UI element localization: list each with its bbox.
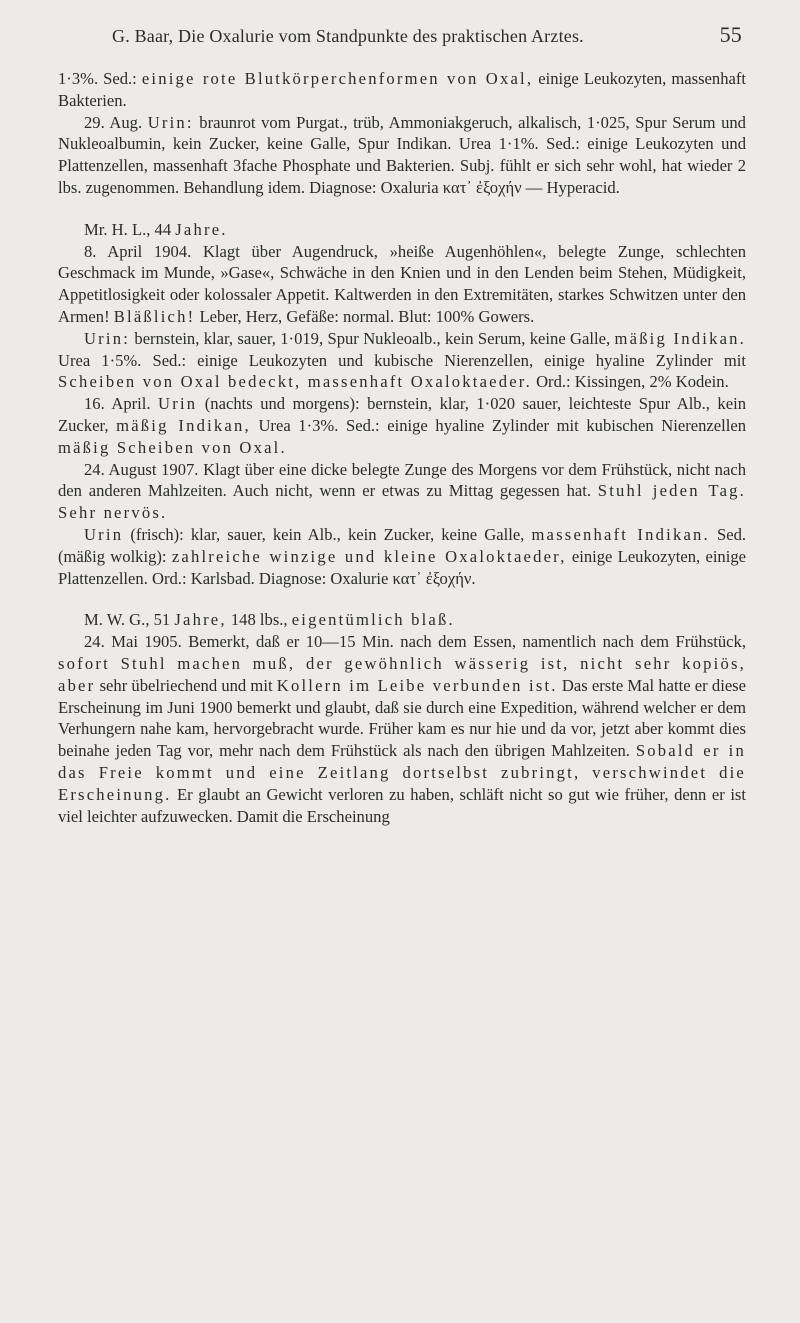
running-head bbox=[112, 22, 742, 48]
text-run: 29. Aug. bbox=[84, 112, 148, 132]
text-run: 16. April. bbox=[84, 394, 159, 414]
emphasis-run: einige rote Blutkörperchenformen von Oxal, bbox=[141, 69, 534, 88]
page-number: 55 bbox=[719, 22, 742, 47]
paragraph bbox=[58, 524, 746, 589]
emphasis-run: zahlreiche winzige und kleine Oxaloktaeder, bbox=[171, 546, 567, 566]
text-run: bernstein, klar, sauer, 1·019, Spur Nukleoalb., kein Serum, keine Galle, bbox=[130, 328, 615, 348]
text-run: 24. August 1907. Klagt über eine dicke belegte Zunge des Morgens vor dem Frühstück, nicht nach den anderen Mahlzeiten. Auch nicht, wenn er etwas zu Mittag gegessen hat. bbox=[58, 459, 746, 501]
text-run: sehr übelriechend und mit bbox=[95, 675, 277, 695]
text-run: Mr. H. L., 44 bbox=[84, 219, 176, 239]
text-run: Urea 1·5%. Sed.: einige Leukozyten und kubische Nierenzellen, einige hyaline Zylinder mit bbox=[58, 350, 746, 370]
text-run: Leber, Herz, Gefäße: normal. Blut: 100% Gowers. bbox=[195, 306, 535, 326]
emphasis-run: Scheiben von Oxal bedeckt, massenhaft Oxaloktaeder. bbox=[58, 372, 532, 392]
emphasis-run: mäßig Indikan, bbox=[116, 415, 251, 435]
paragraph bbox=[58, 631, 746, 827]
text-run: 148 lbs., bbox=[226, 610, 292, 630]
case-heading bbox=[58, 219, 746, 241]
text-run: braunrot vom Purgat., trüb, Ammoniakgeruch, alkalisch, 1·025, Spur Serum und Nukleoalbumin, kein Zucker, keine Galle, Spur Indikan. Urea 1·1%. Sed.: einige Leukozyten und Plattenzellen, massenhaft 3fache Phosphate und Bakterien. Subj. fühlt er sich sehr wohl, hat wieder 2 lbs. zugenommen. Behandlung idem. Diagnose: Oxaluria κατ᾽ ἐξοχήν — Hyperacid. bbox=[58, 112, 746, 197]
text-run: (nachts und morgens): bernstein, klar, 1·020 sauer, leichteste Spur Alb., kein Zucker, bbox=[58, 394, 746, 435]
paragraph bbox=[58, 68, 746, 112]
running-title: G. Baar, Die Oxalurie vom Standpunkte des praktischen Arztes. bbox=[112, 26, 584, 46]
emphasis-run: Kollern im Leibe verbunden ist. bbox=[276, 675, 558, 695]
text-run: einige Leukozyten, einige Plattenzellen. Ord.: Karlsbad. Diagnose: Oxalurie κατ᾽ ἐξοχήν. bbox=[58, 546, 746, 588]
text-run: einige Leukozyten, massenhaft Bakterien. bbox=[58, 69, 747, 110]
paragraph bbox=[58, 393, 746, 458]
text-run: M. W. G., 51 bbox=[84, 610, 175, 630]
emphasis-run: Jahre. bbox=[175, 219, 228, 239]
text-run: Ord.: Kissingen, 2% Kodein. bbox=[531, 372, 729, 392]
paragraph bbox=[58, 241, 746, 328]
emphasis-run: Urin: bbox=[84, 328, 131, 348]
emphasis-run: Jahre, bbox=[174, 610, 227, 630]
text-run: 24. Mai 1905. Bemerkt, daß er 10—15 Min. nach dem Essen, namentlich nach dem Frühstück, bbox=[84, 632, 746, 652]
text-run: Sed. (mäßig wolkig): bbox=[58, 524, 747, 566]
paragraph bbox=[58, 328, 746, 393]
emphasis-run: mäßig Indikan. bbox=[614, 328, 746, 348]
emphasis-run: sofort Stuhl machen muß, der gewöhnlich wässerig ist, nicht sehr kopiös, aber bbox=[58, 653, 746, 695]
emphasis-run: Bläßlich! bbox=[113, 306, 196, 326]
emphasis-run: Sobald er in das Freie kommt und eine Zeitlang dortselbst zubringt, verschwindet die Erscheinung. bbox=[58, 741, 746, 804]
emphasis-run: Stuhl jeden Tag. Sehr nervös. bbox=[58, 481, 746, 523]
text-run: Urea 1·3%. Sed.: einige hyaline Zylinder mit kubischen Nierenzellen bbox=[250, 415, 747, 435]
text-run: Er glaubt an Gewicht verloren zu haben, schläft nicht so gut wie früher, denn er ist viel leichter aufzuwecken. Damit die Erscheinung bbox=[58, 784, 746, 826]
paragraph bbox=[58, 112, 746, 199]
case-heading bbox=[58, 609, 746, 631]
emphasis-run: Urin bbox=[84, 524, 124, 544]
emphasis-run: Urin: bbox=[147, 112, 194, 132]
text-run: Das erste Mal hatte er diese Erscheinung im Juni 1900 bemerkt und glaubt, daß sie durch eine Expedition, während welcher er dem Verhungern nahe kam, hervorgebracht wurde. Früher kam es nur hie und da vor, jetzt aber kommt dies beinahe jeden Tag vor, mehr nach dem Frühstück als nach den übrigen Mahlzeiten. bbox=[58, 675, 747, 761]
emphasis-run: Urin bbox=[158, 394, 198, 414]
text-run: 8. April 1904. Klagt über Augendruck, »heiße Augenhöhlen«, belegte Zunge, schlechten Geschmack im Munde, »Gase«, Schwäche in den Knien und in den Lenden beim Stehen, Müdigkeit, Appetitlosigkeit oder kolossaler Appetit. Kaltwerden in den Extremitäten, starkes Schwitzen unter den Armen! bbox=[58, 241, 746, 326]
emphasis-run: massenhaft Indikan. bbox=[531, 524, 710, 544]
text-run: 1·3%. Sed.: bbox=[58, 69, 142, 88]
text-run: (frisch): klar, sauer, kein Alb., kein Zucker, keine Galle, bbox=[123, 524, 532, 544]
emphasis-run: mäßig Scheiben von Oxal. bbox=[58, 437, 287, 457]
paragraph bbox=[58, 459, 746, 524]
emphasis-run: eigentümlich blaß. bbox=[291, 610, 455, 630]
body-text bbox=[58, 68, 746, 827]
